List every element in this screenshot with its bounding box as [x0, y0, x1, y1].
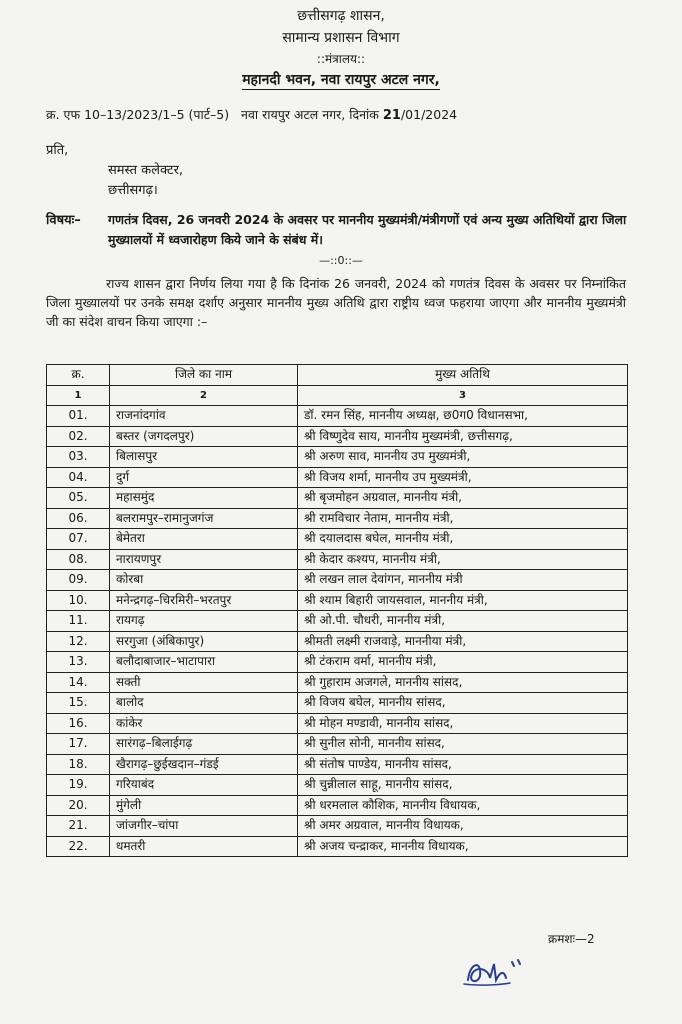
row-district: बस्तर (जगदलपुर)	[110, 426, 298, 447]
row-chief-guest: श्रीमती लक्ष्मी राजवाड़े, माननीया मंत्री,	[298, 631, 628, 652]
subject-label: विषयः–	[46, 213, 81, 228]
row-chief-guest: श्री संतोष पाण्डेय, माननीय सांसद,	[298, 754, 628, 775]
department-title: सामान्य प्रशासन विभाग	[282, 30, 400, 46]
body-paragraph: राज्य शासन द्वारा निर्णय लिया गया है कि दिनांक 26 जनवरी, 2024 को गणतंत्र दिवस के अवसर पर निम्नांकित जिला मुख्यालयों पर उनके समक्ष दर्शाए अनुसार माननीय मुख्य अतिथि द्वारा राष्ट्रीय ध्वज फहराया जाएगा और माननीय मुख्यमंत्री जी का संदेश वाचन किया जाएगा :–	[46, 276, 626, 329]
table-row	[47, 508, 628, 529]
row-chief-guest: श्री दयालदास बघेल, माननीय मंत्री,	[298, 529, 628, 550]
file-number: क्र. एफ 10–13/2023/1–5 (पार्ट–5)	[46, 107, 230, 122]
row-chief-guest: श्री रामविचार नेताम, माननीय मंत्री,	[298, 508, 628, 529]
header-serial: क्र.	[47, 365, 110, 386]
row-district: बालोद	[110, 693, 298, 714]
row-chief-guest: श्री गुहाराम अजगले, माननीय सांसद,	[298, 672, 628, 693]
row-district: गरियाबंद	[110, 775, 298, 796]
row-serial: 05.	[47, 488, 110, 509]
row-chief-guest: श्री केदार कश्यप, माननीय मंत्री,	[298, 549, 628, 570]
table-header-row	[47, 365, 628, 386]
header-district: जिले का नाम	[110, 365, 298, 386]
district-guest-table	[46, 364, 628, 857]
table-row	[47, 652, 628, 673]
row-district: कांकेर	[110, 713, 298, 734]
table-row	[47, 529, 628, 550]
row-serial: 15.	[47, 693, 110, 714]
separator: —::0::—	[319, 254, 363, 267]
row-serial: 06.	[47, 508, 110, 529]
row-chief-guest: श्री मोहन मण्डावी, माननीय सांसद,	[298, 713, 628, 734]
signature-scribble	[460, 950, 540, 990]
row-chief-guest: श्री बृजमोहन अग्रवाल, माननीय मंत्री,	[298, 488, 628, 509]
table-row	[47, 836, 628, 857]
row-district: सरगुजा (अंबिकापुर)	[110, 631, 298, 652]
date-day: 21	[382, 108, 401, 123]
office-address-text: महानदी भवन, नवा रायपुर अटल नगर,	[242, 72, 440, 88]
place-date-label: नवा रायपुर अटल नगर, दिनांक	[241, 107, 379, 122]
row-serial: 12.	[47, 631, 110, 652]
row-serial: 04.	[47, 467, 110, 488]
row-chief-guest: श्री अरुण साव, माननीय उप मुख्यमंत्री,	[298, 447, 628, 468]
row-serial: 22.	[47, 836, 110, 857]
row-serial: 21.	[47, 816, 110, 837]
row-chief-guest: श्री ओ.पी. चौधरी, माननीय मंत्री,	[298, 611, 628, 632]
row-serial: 10.	[47, 590, 110, 611]
row-chief-guest: श्री लखन लाल देवांगन, माननीय मंत्री	[298, 570, 628, 591]
table-row	[47, 693, 628, 714]
row-district: राजनांदगांव	[110, 406, 298, 427]
ministry-label: ::मंत्रालय::	[316, 52, 366, 66]
row-district: दुर्ग	[110, 467, 298, 488]
signature	[460, 950, 540, 994]
table-row	[47, 775, 628, 796]
row-chief-guest: डॉ. रमन सिंह, माननीय अध्यक्ष, छ0ग0 विधानसभा,	[298, 406, 628, 427]
table-row	[47, 631, 628, 652]
row-chief-guest: श्री श्याम बिहारी जायसवाल, माननीय मंत्री,	[298, 590, 628, 611]
table-row	[47, 590, 628, 611]
table-row	[47, 426, 628, 447]
row-chief-guest: श्री अमर अग्रवाल, माननीय विधायक,	[298, 816, 628, 837]
office-address	[0, 70, 682, 89]
row-chief-guest: श्री धरमलाल कौशिक, माननीय विधायक,	[298, 795, 628, 816]
col-number: 3	[298, 385, 628, 406]
row-serial: 16.	[47, 713, 110, 734]
row-serial: 01.	[47, 406, 110, 427]
row-chief-guest: श्री अजय चन्द्राकर, माननीय विधायक,	[298, 836, 628, 857]
table-row	[47, 611, 628, 632]
table-row	[47, 467, 628, 488]
row-serial: 11.	[47, 611, 110, 632]
row-serial: 02.	[47, 426, 110, 447]
row-serial: 08.	[47, 549, 110, 570]
row-serial: 13.	[47, 652, 110, 673]
row-serial: 17.	[47, 734, 110, 755]
signature-stroke	[468, 960, 520, 981]
row-district: सारंगढ़–बिलाईगढ़	[110, 734, 298, 755]
table-row	[47, 795, 628, 816]
row-district: जांजगीर–चांपा	[110, 816, 298, 837]
row-chief-guest: श्री चुन्नीलाल साहू, माननीय सांसद,	[298, 775, 628, 796]
row-district: महासमुंद	[110, 488, 298, 509]
row-serial: 09.	[47, 570, 110, 591]
row-chief-guest: श्री सुनील सोनी, माननीय सांसद,	[298, 734, 628, 755]
table-column-number-row	[47, 385, 628, 406]
row-chief-guest: श्री विजय बघेल, माननीय सांसद,	[298, 693, 628, 714]
row-chief-guest: श्री टंकराम वर्मा, माननीय मंत्री,	[298, 652, 628, 673]
reference-line	[46, 106, 666, 123]
row-district: मनेन्द्रगढ़–चिरमिरी–भरतपुर	[110, 590, 298, 611]
signature-underline	[464, 983, 510, 985]
row-district: बलौदाबाजार–भाटापारा	[110, 652, 298, 673]
row-district: बलरामपुर–रामानुजगंज	[110, 508, 298, 529]
addressee-line1: समस्त कलेक्टर,	[108, 163, 184, 178]
table-row	[47, 672, 628, 693]
row-district: रायगढ़	[110, 611, 298, 632]
addressee-line2: छत्तीसगढ़।	[108, 183, 158, 198]
row-district: धमतरी	[110, 836, 298, 857]
row-district: सक्ती	[110, 672, 298, 693]
row-serial: 07.	[47, 529, 110, 550]
subject-text: गणतंत्र दिवस, 26 जनवरी 2024 के अवसर पर माननीय मुख्यमंत्री/मंत्रीगणों एवं अन्य मुख्य अतिथियों द्वारा जिला मुख्यालयों में ध्वजारोहण किये जाने के संबंध में।	[108, 212, 627, 247]
table-row	[47, 549, 628, 570]
addressee-prefix: प्रति,	[46, 143, 69, 158]
table-row	[47, 713, 628, 734]
row-serial: 20.	[47, 795, 110, 816]
row-district: खैरागढ़–छुईखदान–गंडई	[110, 754, 298, 775]
row-chief-guest: श्री विजय शर्मा, माननीय उप मुख्यमंत्री,	[298, 467, 628, 488]
row-chief-guest: श्री विष्णुदेव साय, माननीय मुख्यमंत्री, छत्तीसगढ़,	[298, 426, 628, 447]
row-district: कोरबा	[110, 570, 298, 591]
table-row	[47, 406, 628, 427]
header-chief-guest: मुख्य अतिथि	[298, 365, 628, 386]
table-row	[47, 570, 628, 591]
continued-marker: क्रमशः—2	[548, 932, 595, 946]
table-row	[47, 447, 628, 468]
table-row	[47, 754, 628, 775]
col-number: 1	[47, 385, 110, 406]
row-serial: 14.	[47, 672, 110, 693]
table-row	[47, 488, 628, 509]
row-serial: 18.	[47, 754, 110, 775]
row-serial: 19.	[47, 775, 110, 796]
row-serial: 03.	[47, 447, 110, 468]
col-number: 2	[110, 385, 298, 406]
table-row	[47, 734, 628, 755]
date-month-year: /01/2024	[400, 107, 458, 122]
row-district: नारायणपुर	[110, 549, 298, 570]
govt-title: छत्तीसगढ़ शासन,	[297, 8, 385, 24]
table-row	[47, 816, 628, 837]
row-district: मुंगेली	[110, 795, 298, 816]
row-district: बेमेतरा	[110, 529, 298, 550]
row-district: बिलासपुर	[110, 447, 298, 468]
